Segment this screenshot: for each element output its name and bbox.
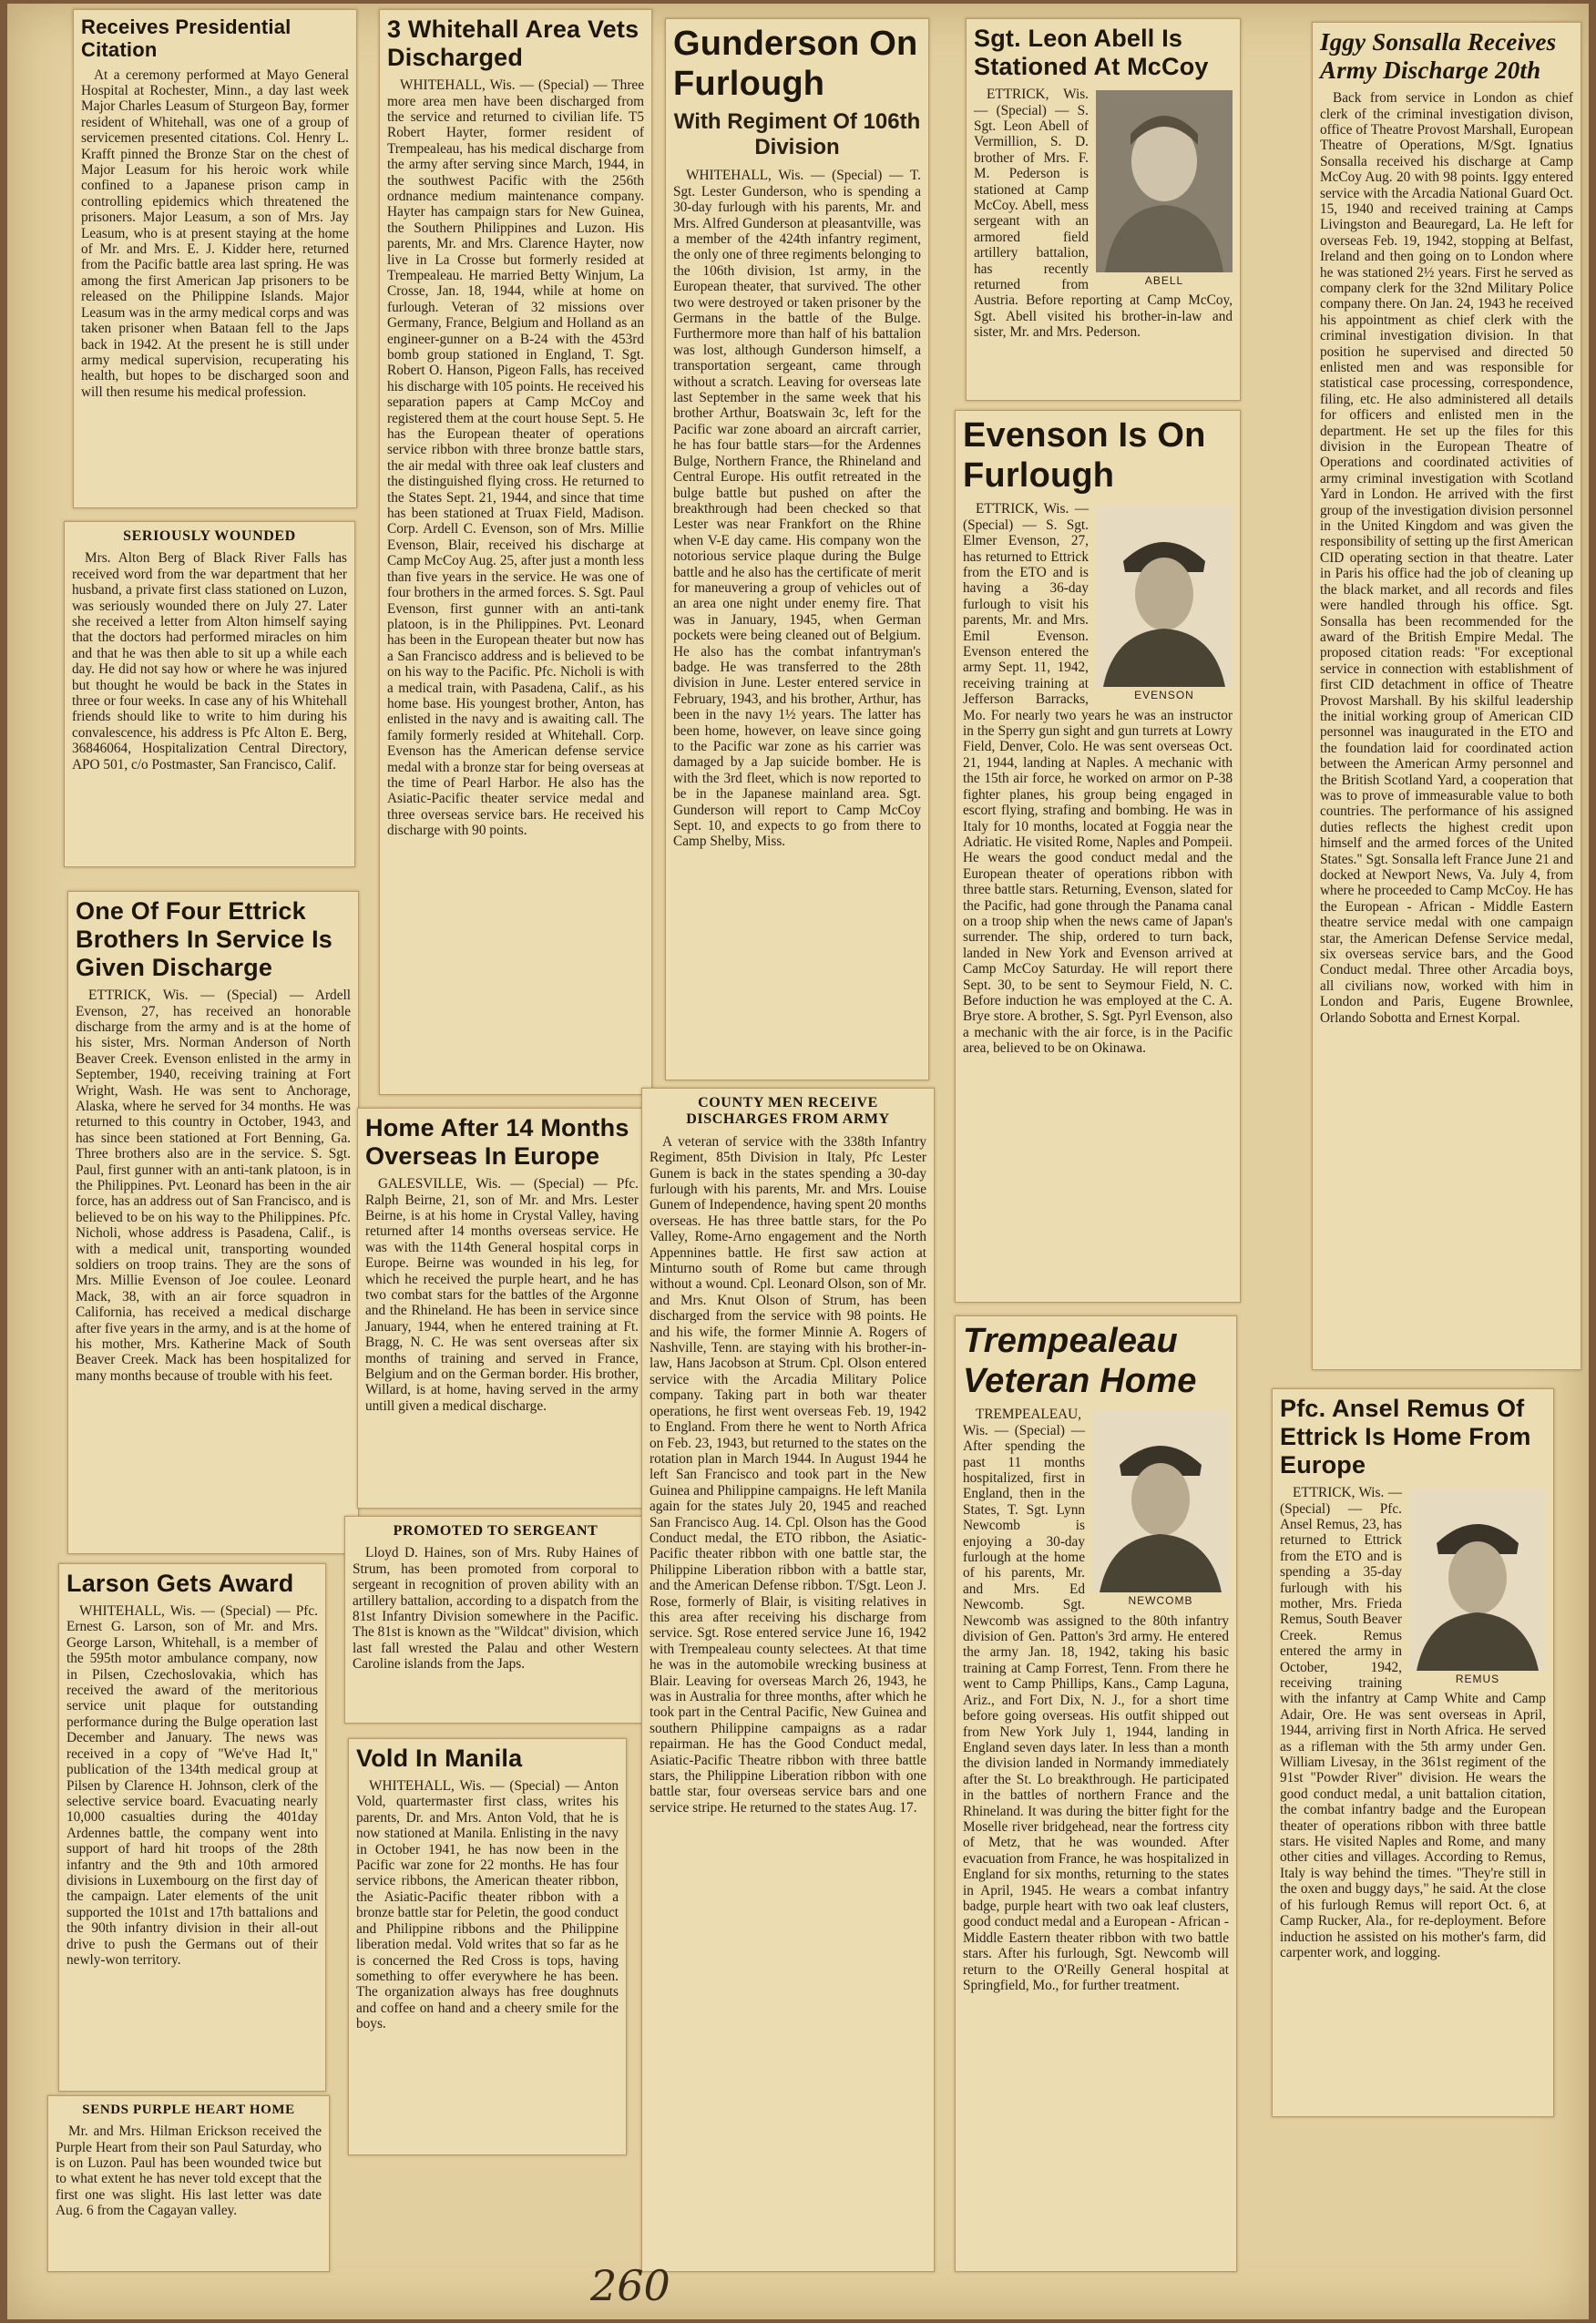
article-newcomb [955,1315,1237,2272]
article-remus [1272,1388,1554,2117]
article-body: Lloyd D. Haines, son of Mrs. Ruby Haines of Strum, has been promoted from corporal to sergeant in recognition of proven ability with an artillery battalion, according to a dispatch from the 81st Infantry Division somewhere in the Pacific. The 81st is known as the "Wildcat" division, which last fall wrested the Palau and other Western Caroline islands from the Japs. [353,1545,639,1673]
article-berg [64,521,355,867]
article-erickson [47,2095,330,2272]
headline: Vold In Manila [356,1745,523,1772]
article-body: WHITEHALL, Wis. — (Special) — Anton Vold, quartermaster first class, writes his parents, Dr. and Mrs. Anton Vold, that he is now stationed at Manila. Enlisting in the navy in October 1941, he has now been in the Pacific war zone for 22 months. He has four service ribbons, the American theater ribbon, the Asiatic-Pacific theater ribbon with a bronze battle star for Peletin, the good conduct and Philippine ribbons and the Philippine liberation medal. Vold writes that so far as he is concerned the Red Cross is tops, having something to offer everywhere he has been. The organization always has free doughnuts and coffee on hand and a cheery smile for the boys. [356,1778,619,2032]
photo-caption: NEWCOMB [1128,1594,1193,1608]
article-body: ETTRICK, Wis. — (Special) — S. Sgt. Elmer Evenson, 27, has returned to Ettrick from the ETO and is having a 36-day furlough to visit his parents, Mr. and Mrs. Emil Evenson. Evenson entered the army Sept. 11, 1942, receiving training at Jefferson Barracks, Mo. For nearly two years he was an instructor in the Sperry gun sight and gun turrets at Lowry Field, Denver, Colo. He was sent overseas Oct. 21, 1944, landing at Naples. A mechanic with the 15th air force, he worked on armor on P-38 fighter planes, his group being engaged in escort flying, strafing and bombing. He was in Italy for 10 months, located at Foggia near the Adriatic. He visited Rome, Naples and Pompeii. He wears the good conduct medal and the European theater of operations ribbon with three battle stars. Returning, Evenson, slated for the Pacific, had gone through the Panama canal on a troop ship when the news came of Japan's surrender. The ship, ordered to turn back, landed in New York and Evenson arrived at Camp McCoy Saturday. He will report there Sept. 30, to be sent to Seymour Field, N. C. Before induction he was employed at the C. A. Brye store. A brother, S. Sgt. Pyrl Evenson, also a mechanic with the air force, is in the Pacific area, believed to be on Okinawa. [963,501,1233,1057]
headline: Gunderson On Furlough [673,25,918,103]
article-beirne [357,1108,647,1509]
portrait-photo [1096,90,1233,287]
article-abell [966,18,1241,401]
article-body: WHITEHALL, Wis. — (Special) — Three more area men have been discharged from the service and returned to civilian life. T5 Robert Hayter, former resident of Trempealeau, has his medical discharge from the army after serving since March, 1944, in the southwest Pacific with the 256th ordnance medium maintenance company. Hayter has campaign stars for New Guinea, the Southern Philippines and Luzon. His parents, Mr. and Mrs. Clarence Hayter, now live in La Crosse but formerly resided at Trempealeau. He married Betty Winjum, La Crosse, Jan. 18, 1944, while at home on furlough. Veteran of 32 missions over Germany, France, Belgium and Holland as an engineer-gunner on a B-24 with the 453rd bomb group stationed in England, T. Sgt. Robert O. Hanson, Pigeon Falls, has received his discharge with 105 points. He received his separation papers at Camp McCoy and registered them at the court house Sept. 5. He has the European theater of operations service ribbon with three bronze battle stars, the air medal with three oak leaf clusters and the distinguished flying cross. He returned to the States Sept. 21, 1944, and since that time has been stationed at Truax Field, Madison. Corp. Ardell C. Evenson, son of Mrs. Millie Evenson, Blair, received his discharge at Camp McCoy Aug. 25, after just a month less than five years in the service. He was one of four brothers in the armed forces. S. Sgt. Paul Evenson, first gunner with an anti-tank platoon, is in the Philippines. Pvt. Leonard has been in the European theater but now has a San Francisco address and is believed to be on his way to the Pacific. Pfc. Nicholi is with a medical train, with Pasadena, Calif., as his home base. His youngest brother, Anton, has enlisted in the navy and is awaiting call. The family formerly resided at Whitehall. Corp. Evenson has the American defense service medal with a bronze star for being overseas at the time of Pearl Harbor. He also has the Asiatic-Pacific theater service medal and three overseas service bars. He received his discharge with 90 points. [387,77,644,839]
headline: Iggy Sonsalla Receives Army Discharge 20th [1320,28,1557,85]
article-evenson-brothers [67,891,359,1554]
article-body: ETTRICK, Wis. — (Special) — Ardell Evenson, 27, has received an honorable discharge from the army and is at the home of his sister, Mrs. Norman Anderson of North Beaver Creek. Evenson enlisted in the army in September, 1940, receiving training at Fort Wright, Wash. He was sent to Anchorage, Alaska, where he served for 34 months. He was returned to this country in October, 1943, and has since been stationed at Fort Benning, Ga. Three brothers also are in the service. S. Sgt. Paul, first gunner with an anti-tank platoon, is in the Philippines. Pvt. Leonard has been in the air force, has an address out of San Francisco, and is believed to be on his way to the Philippines. Pfc. Nicholi, whose address is Pasadena, Calif., is with a medical unit, transporting wounded soldiers on troop trains. They are the sons of Mrs. Millie Evenson of Joe coulee. Leonard Mack, 38, with an air force squadron in California, has received a medical discharge after five years in the army, and is at the home of his mother, Mrs. Katherine Mack of South Beaver Creek. Mack has been hospitalized for many months because of trouble with his feet. [76,988,351,1384]
headline: Receives Presidential Citation [81,15,292,62]
article-body: Mrs. Alton Berg of Black River Falls has received word from the war department that her husband, a private first class stationed on Luzon, was seriously wounded there on July 27. Later she received a letter from Alton himself saying that the doctors had performed miracles on him and that he was then able to sit up a while each day. He did not say how or where he was injured but thought he would be back in the States in three or four weeks. In case any of his Whitehall friends should like to write to him during his convalescence, his address is Pfc Alton E. Berg, 36846064, Hospitalization Central Directory, APO 501, c/o Postmaster, San Francisco, Calif. [72,550,347,773]
headline: SENDS PURPLE HEART HOME [82,2103,295,2117]
article-haines [344,1516,647,1724]
portrait-image [1409,1489,1546,1671]
article-county-men [641,1088,935,2272]
article-body: GALESVILLE, Wis. — (Special) — Pfc. Ralph Beirne, 21, son of Mr. and Mrs. Lester Beirne, is at his home in Crystal Valley, having returned after 14 months overseas service. He was with the 114th General hospital corps in Europe. Beirne was wounded in his leg, for which he received the purple heart, and he has two combat stars for the battles of the Argonne and the Rhineland. He has been in service since January, 1944, when he entered training at Ft. Bragg, N. C. He was sent overseas after six months of training and served in France, Belgium and on the German border. His brother, Willard, is at home, having served in the army untill given a medical discharge. [365,1176,639,1414]
page-number: 260 [590,2261,670,2310]
headline: Sgt. Leon Abell Is Stationed At McCoy [974,25,1209,81]
headline: One Of Four Ettrick Brothers In Service Is Given Discharge [76,897,333,982]
article-body: Mr. and Mrs. Hilman Erickson received the Purple Heart from their son Paul Saturday, who is on Luzon. Paul has been wounded twice but to what extent he has never told except that the first one was slight. His last letter was date Aug. 6 from the Cagayan valley. [56,2123,322,2219]
article-body: A veteran of service with the 338th Infantry Regiment, 85th Division in Italy, Pfc Lester Gunem is back in the states spending a 30-day furlough with his parents, Mr. and Mrs. Louise Gunem of Independence, having spent 20 months overseas. He has three battle stars, for the Po Valley, Rome-Arno engagement and the North Appennines battle. He first saw action at Minturno south of Rome but came through without a wound. Cpl. Leonard Olson, son of Mr. and Mrs. Knut Olson of Strum, has been discharged from the service with 98 points. He and his wife, the former Minnie A. Rogers of Nashville, Tenn. are staying with his brother-in-law, Hans Jacobson at Strum. Cpl. Olson entered service with the Arcadia Military Police company. Taking part in both war theater operations, he first went overseas Feb. 19, 1942 to England. From there he went to North Africa on Feb. 23, 1943, but returned to the states on the rotation plan in March 1944. In August 1944 he left San Francisco and took part in the New Guinea and Philippine campaigns. He left Manila again for the states July 20, 1945 and reached San Francisco Aug. 14. Cpl. Olson has the Good Conduct medal, the ETO ribbon, the Asiatic-Pacific theater ribbon with one battle star, the Philippine Liberation ribbon with a battle star, and the American Defense ribbon. T/Sgt. Leon J. Rose, formerly of Blair, is visiting relatives in this area after receiving his discharge from service. Sgt. Rose entered service June 16, 1942 with Trempealeau county selectees. At that time he was in the automobile wrecking business at Blair. Leaving for overseas March 26, 1943, he was in Australia for three months, after which he took part in the Central Pacific, New Guinea and southern Philippine campaigns as a radar repairman. He has the Good Conduct medal, Asiatic-Pacific Theatre ribbon with three battle stars, the Philippine Liberation ribbon with one battle star, four overseas service bars and one service stripe. He returned to the states Aug. 17. [650,1133,926,1816]
headline: COUNTY MEN RECEIVE DISCHARGES FROM ARMY [686,1095,890,1128]
article-body: ETTRICK, Wis. — (Special) — S. Sgt. Leon Abell of Vermillion, S. D. brother of Mrs. F. M. Pederson is stationed at Camp McCoy. Abell, mess sergeant with an armored field artillery battalion, has recently returned from Austria. Before reporting at Camp McCoy, Sgt. Abell visited his brother-in-law and sister, Mr. and Mrs. Pederson. [974,87,1233,341]
article-sonsalla [1312,22,1581,1370]
article-whitehall-vets [379,9,652,1095]
headline: Trempealeau Veteran Home [963,1322,1197,1400]
portrait-photo [1096,505,1233,701]
photo-caption: ABELL [1144,274,1184,288]
portrait-photo [1409,1489,1546,1685]
portrait-image [1096,505,1233,687]
article-body: ETTRICK, Wis. — (Special) — Pfc. Ansel Remus, 23, has returned to Ettrick from the ETO and is spending a 35-day furlough with his mother, Mrs. Frieda Remus, South Beaver Creek. Remus entered the army in October, 1942, receiving training with the infantry at Camp White and Camp Adair, Ore. He was sent overseas in April, 1944, arriving first in North Africa. He served as a rifleman with the 5th army under Gen. William Livesay, in the 361st regiment of the 91st "Powder River" division. He wears the good conduct medal, a unit battalion citation, the combat infantry badge and the European theater of operations ribbon with three battle stars. He visited Naples and Rome, and many other cities and villages. According to Remus, Italy is way behind the times. "They're still in the oxen and buggy days," he said. At the close of his furlough Remus will report Oct. 6, at Camp Rucker, Ala., for re-deployment. Before induction he assisted on his mother's farm, did carpenter work, and logging. [1280,1485,1546,1960]
headline: Home After 14 Months Overseas In Europe [365,1114,629,1171]
headline: Larson Gets Award [66,1570,294,1597]
subheadline: With Regiment Of 106th Division [673,109,921,160]
headline: Pfc. Ansel Remus Of Ettrick Is Home From Europe [1280,1395,1531,1479]
article-vold [348,1738,627,2155]
article-body: TREMPEALEAU, Wis. — (Special) — After spending the past 11 months hospitalized, first in England, then in the States, T. Sgt. Lynn Newcomb is enjoying a 30-day furlough at the home of his parents, Mr. and Mrs. Ed Newcomb. Sgt. Newcomb was assigned to the 80th infantry division of Gen. Patton's 3rd army. He entered the army Jan. 18, 1942, taking his basic training at Camp Forrest, Tenn. From there he went to Camp Phillips, Kans., Camp Laguna, Ariz., and Fort Dix, N. J., for a short time before going overseas. His outfit shipped out from New York July 1, 1944, landing in England seven days later. In less than a month the division landed in Normandy immediately after the St. Lo breakthrough. He participated in the battles of northern France and the Rhineland. It was during the bitter fight for the Moselle river bridgehead, near the fortress city of Metz, that he was wounded. After evacuation from France, he was hospitalized in England for six months, returning to the states in April, 1945. He wears a combat infantry badge, purple heart with two oak leaf clusters, good conduct medal and a European - African - Middle Eastern theater ribbon with two battle stars. After his furlough, Sgt. Newcomb will return to the O'Reilly General hospital at Springfield, Mo., for further treatment. [963,1407,1229,1993]
photo-caption: REMUS [1455,1673,1500,1686]
article-body: WHITEHALL, Wis. — (Special) — Pfc. Ernest G. Larson, son of Mr. and Mrs. George Larson, Whitehall, is a member of the 595th motor ambulance company, now in Pilsen, Czechoslovakia, which has received the award of the meritorious service unit plaque for outstanding performance during the Bulge operation last December and January. The news was received in a copy of "We've Had It," publication of the 134th medical group at Pilsen by Clarence H. Johnson, clerk of the selective service board. Evacuating nearly 10,000 casualties during the 401day Ardennes battle, the company went into support of hard hit troops of the 28th infantry and the 9th and 10th armored divisions in Luxembourg on the first day of the campaign. Later elements of the unit supported the 101st and 17th battalions and the 90th infantry division in their all-out drive to push the Germans out of their newly-won territory. [66,1603,318,1968]
headline: 3 Whitehall Area Vets Discharged [387,15,639,72]
photo-caption: EVENSON [1134,689,1194,702]
scrapbook-page [7,4,1589,2319]
article-larson [58,1563,326,2092]
headline: SERIOUSLY WOUNDED [123,528,296,544]
article-gunderson [665,18,929,1080]
article-body: Back from service in London as chief clerk of the criminal investigation divison, office of Theatre Provost Marshall, European Theatre of Operations, M/Sgt. Ignatius Sonsalla received his discharge at Camp McCoy Aug. 20 with 98 points. Iggy entered service with the Arcadia National Guard Oct. 15, 1940 and received training at Camps Livingston and Beauregard, La. He left for overseas Feb. 19, 1942, stopping at Belfast, Ireland and then going on to London where he was stationed 2½ years. First he served as company clerk for the 32nd Military Police company there. On Jan. 24, 1943 he received his appointment as chief clerk with the criminal investigation division. In that position he supervised and directed 50 enlisted men and was responsible for statistical case processing, correspondence, filing, etc. He also administered all details for officers and enlisted men in the department. He set up the files for this division in the European Theatre of Operations and coordinated activities of army criminal investigation with Scotland Yard in London. He arrived with the first group of the investigation division personnel in the United Kingdom and was given the responsibility of setting up the first American CID operating section in that theatre. Later in Paris his office had the job of cleaning up the black market, and all records and files were handled through his office. Sgt. Sonsalla has been recommended for the award of the British Empire Medal. The proposed citation reads: "For exceptional service in connection with establishment of first CID detachment in office of Theatre Provost Marshall. By his skilful leadership the initial working group of American CID personnel was inaugurated in the ETO and the foundation laid for coordinated action between the American Army personnel and the British Scotland Yard, a cooperation that was to prove of immeasurable value to both countries. The performance of his assigned duties reflects the highest credit upon himself and the armed forces of the United States." Sgt. Sonsalla left France June 21 and docked at Newport News, Va. July 4, from where he proceeded to Camp McCoy. He has the European - African - Middle Eastern theatre service medal with one campaign star, the American Defense Service medal, six overseas service bars, and the Good Conduct medal. Three other Arcadia boys, all civilians now, worked with him in London and Paris, Eugene Brownlee, Orlando Sobotta and Ernest Korpal. [1320,90,1573,1026]
article-body: At a ceremony performed at Mayo General Hospital at Rochester, Minn., a day last week Major Charles Leasum of Sturgeon Bay, former resident of Whitehall, was one of a group of servicemen presented citations. Col. Henry L. Krafft pinned the Bronze Star on the chest of Major Leasum for his heroic work while confined to a Japanese prison camp in controlling epidemics which threatened the prisoners. Major Leasum, a son of Mrs. Jay Leasum, who is at present staying at the home of Mr. and Mrs. E. J. Kidder here, returned from the Pacific battle area last spring. He was among the first American Jap prisoners to be released on the Philippine Islands. Major Leasum was in the army medical corps and was taken prisoner when Bataan fell to the Japs back in 1942. At the present he is still under army medical supervision, recuperating his health, but hopes to be discharged soon and will then resume his medical profession. [81,67,349,400]
portrait-image [1092,1410,1229,1592]
headline: PROMOTED TO SERGEANT [393,1523,598,1539]
portrait-image [1096,90,1233,272]
article-evenson-furlough [955,410,1241,1303]
headline: Evenson Is On Furlough [963,416,1206,495]
portrait-photo [1092,1410,1229,1607]
article-leasum [73,9,357,508]
article-body: WHITEHALL, Wis. — (Special) — T. Sgt. Lester Gunderson, who is spending a 30-day furlough with his parents, Mr. and Mrs. Alfred Gunderson at pleasantville, was a member of the 424th infantry regiment, the only one of three regiments belonging to the 106th division, 1st army, in the European theater, that survived. The other two were destroyed or taken prisoner by the Germans in the battle of the Bulge. Furthermore more than half of his battalion was lost, although Gunderson himself, a transportation sergeant, came through without a scratch. Leaving for overseas late last September in the same week that his brother Arthur, Boatswain 3c, left for the Pacific war zone aboard an aircraft carrier, he has four battle stars—for the Ardennes Bulge, Northern France, the Rhineland and Central Europe. His outfit retreated in the bulge battle but pushed on after the breakthrough had been checked so that Lester was near Frankfort on the Rhine when V-E day came. His company won the notorious service plaque during the Bulge battle and he also has the certificate of merit for maneuvering a group of vehicles out of an area one night under enemy fire. That was in January, 1945, when German pockets were being cleaned out of Belgium. He also has the combat infantryman's badge. He was transferred to the 28th division in June. Lester entered service in February, 1943, and his brother, Arthur, has been in the navy 1½ years. The latter has been home, however, on leave since going to the Pacific war zone as his carrier was damaged by a Jap suicide bomber. He is with the 3rd fleet, which is now reported to be in the Japanese mainland area. Sgt. Gunderson will report to Camp McCoy Sept. 10, and expects to go from there to Camp Shelby, Miss. [673,168,921,850]
